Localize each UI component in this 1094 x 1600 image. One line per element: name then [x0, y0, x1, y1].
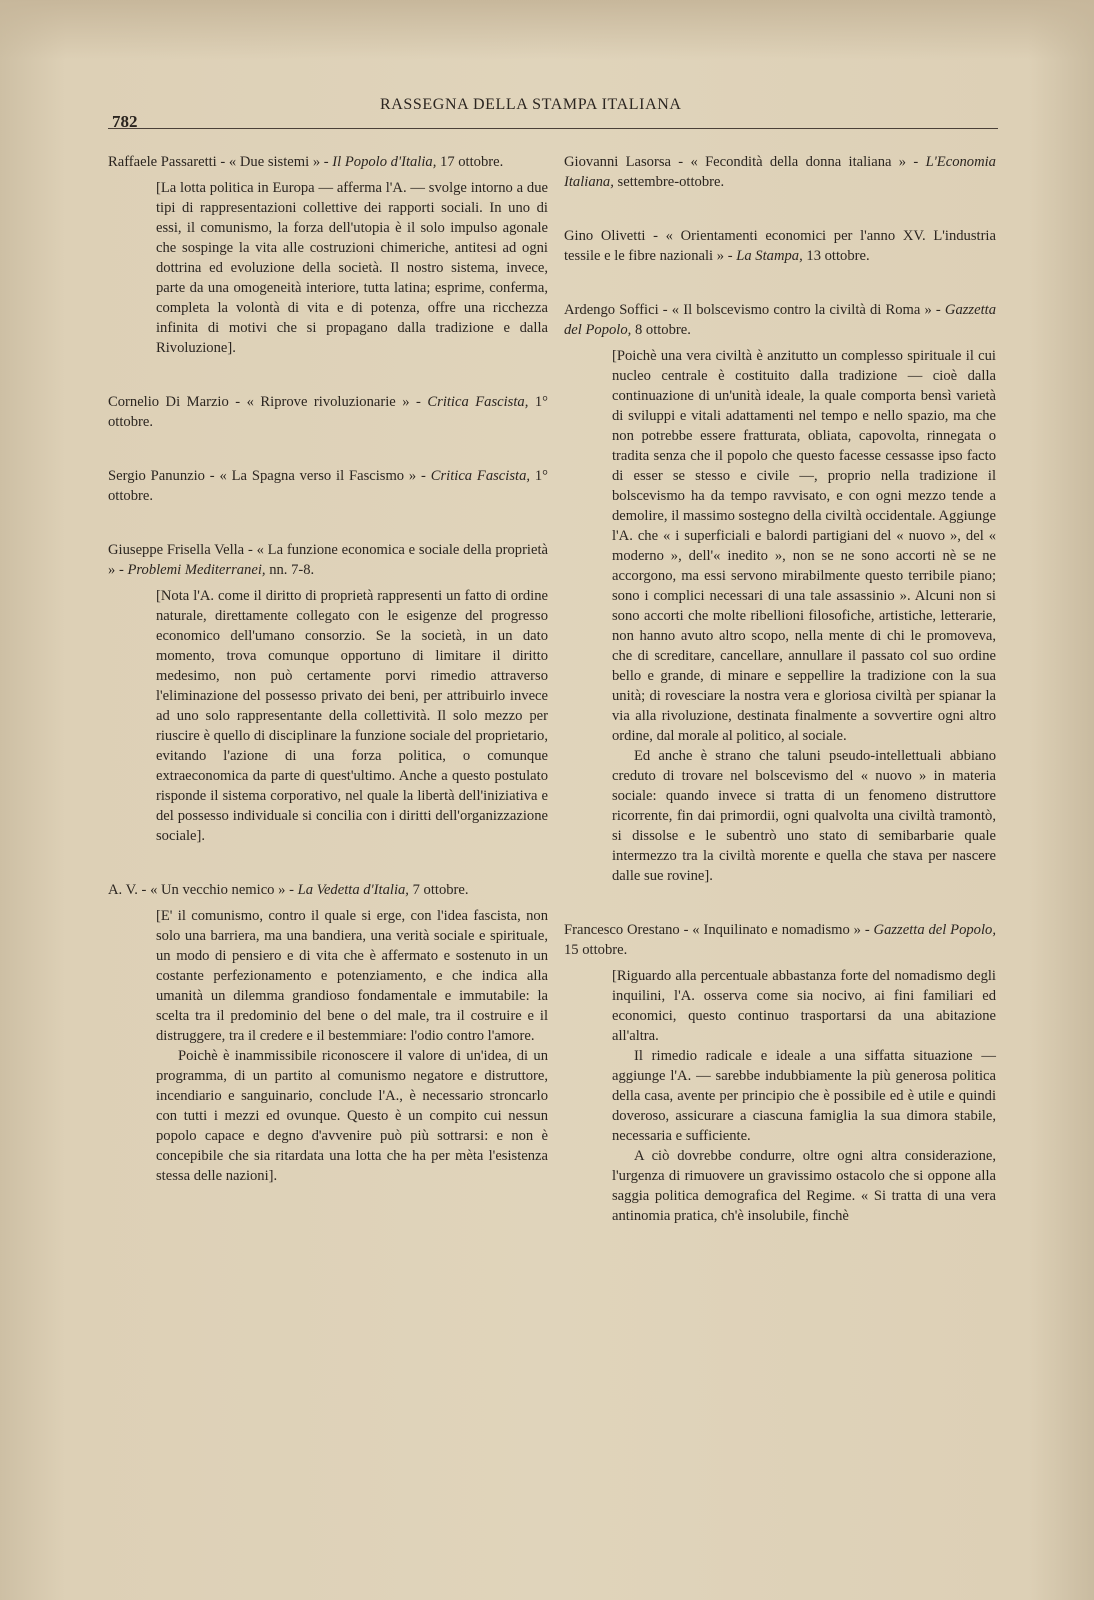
- article-title: « Un vecchio nemico »: [150, 882, 286, 898]
- article-author: Raffaele Passaretti: [108, 154, 217, 170]
- publication-date: 17 ottobre.: [440, 154, 504, 170]
- summary-paragraph: [Poichè una vera civiltà è anzitutto un complesso spirituale il cui nucleo centrale è costituito dalla tradizione — cioè dalla continuazione di un'unità ideale, la quale comporta bensì varietà di sviluppi e vitali adattamenti nel tempo e nello spazio, ma che non potrebbe essere fratturata, obliata, capovolta, rinnegata o tradita senza che il popolo che questo facesse cessasse ipso facto di esser se stesso e civile —, proprio nella tradizione il bolscevismo ha da tempo ravvisato, e con ogni mezzo tende a demolire, il massimo sostegno della civiltà occidentale. Aggiunge l'A. che « i superficiali e balordi partigiani del « nuovo », del « moderno », dell'« inedito », non se ne sono accorti nè se ne accorgono, ma essi servono mirabilmente questo terribile piano; sono i complici necessari di una tale assassinio ». Alcuni non si sono accorti che molte ribellioni filosofiche, artistiche, letterarie, non hanno avuto altro scopo, nella mente di chi le promoveva, che di screditare, cancellare, annullare il passato col suo ordine bello e grande, di minare e seppellire la tradizione con la sua unità; di rovesciare la nostra vera e gloriosa civiltà per spianar la via alla rivoluzione, destinata finalmente a sovvertire ogni altro ordine, dal morale al politico, al sociale.: [612, 348, 996, 744]
- article-title: « Due sistemi »: [228, 154, 321, 170]
- page-edge-shadow: [0, 0, 1094, 60]
- citation: Cornelio Di Marzio - « Riprove rivoluzionarie » - Critica Fascista, 1° ottobre.: [108, 394, 548, 430]
- publication-date: settembre-ottobre.: [617, 174, 725, 190]
- article-author: Giuseppe Frisella Vella: [108, 542, 245, 558]
- publication-date: 7 ottobre.: [412, 882, 469, 898]
- page-number: 782: [112, 112, 138, 131]
- left-column: [108, 152, 548, 1220]
- bibliography-entry: [108, 880, 548, 1186]
- article-summary: [612, 966, 996, 1226]
- running-title: RASSEGNA DELLA STAMPA ITALIANA: [380, 96, 682, 113]
- publication-name: Critica Fascista,: [430, 468, 531, 484]
- bibliography-entry: [564, 300, 996, 886]
- citation: Francesco Orestano - « Inquilinato e nomadismo » - Gazzetta del Popolo, 15 ottobre.: [564, 922, 996, 958]
- citation: Ardengo Soffici - « Il bolscevismo contro la civiltà di Roma » - Gazzetta del Popolo, 8 ottobre.: [564, 302, 996, 338]
- article-author: Sergio Panunzio: [108, 468, 205, 484]
- publication-date: 1° ottobre.: [108, 394, 548, 430]
- publication-date: 8 ottobre.: [634, 322, 691, 338]
- bibliography-entry: [564, 920, 996, 1226]
- article-title: « Inquilinato e nomadismo »: [692, 922, 861, 938]
- article-title: « La funzione economica e sociale della proprietà »: [108, 542, 548, 578]
- citation: A. V. - « Un vecchio nemico » - La Vedetta d'Italia, 7 ottobre.: [108, 882, 469, 898]
- publication-date: 13 ottobre.: [806, 248, 870, 264]
- right-column: [564, 152, 996, 1260]
- bibliography-entry: [564, 226, 996, 266]
- summary-paragraph: Ed anche è strano che taluni pseudo-intellettuali abbiano creduto di trovare nel bolscevismo del « nuovo » in materia sociale: quando invece si tratta di un fenomeno distruttore ricorrente, fin dai primordii, ogni qualvolta una civiltà tramontò, si dissolse e le subentrò uno stato di semibarbarie quale intermezzo tra la civiltà morente e quella che stava per nascere dalle sue rovine].: [612, 748, 996, 884]
- article-title: « Il bolscevismo contro la civiltà di Roma »: [671, 302, 932, 318]
- publication-name: Problemi Mediterranei,: [127, 562, 266, 578]
- article-title: « Orientamenti economici per l'anno XV. L'industria tessile e le fibre nazionali »: [564, 228, 996, 264]
- publication-name: La Stampa,: [736, 248, 803, 264]
- citation: Giovanni Lasorsa - « Fecondità della donna italiana » - L'Economia Italiana, settembre-ottobre.: [564, 154, 996, 190]
- summary-paragraph: Poichè è inammissibile riconoscere il valore di un'idea, di un programma, di un partito al comunismo negatore e distruttore, incendiario e sanguinario, conclude l'A., è necessario stroncarlo con tutti i mezzi ed ovunque. Questo è un compito cui nessun popolo capace e degno d'avvenire può più sottrarsi: e non è concepibile che sia ritardata una lotta che ha per mèta l'esistenza stessa delle nazioni].: [156, 1048, 548, 1184]
- bibliography-entry: [564, 152, 996, 192]
- article-author: Giovanni Lasorsa: [564, 154, 671, 170]
- publication-date: 15 ottobre.: [564, 942, 628, 958]
- citation: Sergio Panunzio - « La Spagna verso il Fascismo » - Critica Fascista, 1° ottobre.: [108, 468, 548, 504]
- bibliography-entry: [108, 540, 548, 846]
- summary-paragraph: [Nota l'A. come il diritto di proprietà rappresenti un fatto di ordine naturale, direttamente collegato con le esigenze del progresso economico dell'umano consorzio. Se la società, in un dato momento, trova comunque opportuno di limitare il diritto medesimo, non può certamente porvi rimedio attraverso l'eliminazione del possesso privato dei beni, per attribuirlo invece ad uno solo rappresentante della collettività. Il solo mezzo per riuscire è quello di disciplinare la funzione sociale del proprietario, evitando l'azione di una forza politica, o comunque extraeconomica da parte di quest'ultimo. Anche a questo postulato risponde il sistema corporativo, nel quale la libertà dell'iniziativa e del possesso individuale si concilia con i diritti dell'organizzazione sociale].: [156, 588, 548, 844]
- publication-name: Critica Fascista,: [427, 394, 529, 410]
- article-author: Gino Olivetti: [564, 228, 646, 244]
- article-summary: [156, 178, 548, 358]
- citation: Raffaele Passaretti - « Due sistemi » - Il Popolo d'Italia, 17 ottobre.: [108, 154, 504, 170]
- publication-date: nn. 7-8.: [269, 562, 315, 578]
- article-summary: [156, 906, 548, 1186]
- publication-name: Gazzetta del Popolo,: [564, 302, 996, 338]
- publication-name: L'Economia Italiana,: [564, 154, 996, 190]
- bibliography-entry: [108, 152, 548, 358]
- article-author: A. V.: [108, 882, 138, 898]
- article-summary: [156, 586, 548, 846]
- publication-name: La Vedetta d'Italia,: [297, 882, 409, 898]
- article-title: « La Spagna verso il Fascismo »: [219, 468, 417, 484]
- summary-paragraph: [La lotta politica in Europa — afferma l'A. — svolge intorno a due tipi di rappresentazioni collettive dei rapporti sociali. In uno di essi, il comunismo, la forza dell'utopia è il solo impulso agonale che sospinge la vita alle costruzioni chimeriche, antitesi ad ogni dottrina ed evoluzione della società. Il nostro sistema, invece, parte da una omogeneità interiore, tutta latina; esprime, conferma, completa la volontà di vita e di potenza, offre una ricchezza infinita di motivi che si propagano dalla tradizione e dalla Rivoluzione].: [156, 180, 548, 356]
- publication-name: Il Popolo d'Italia,: [332, 154, 437, 170]
- header-rule: [108, 128, 998, 129]
- summary-paragraph: A ciò dovrebbe condurre, oltre ogni altra considerazione, l'urgenza di rimuovere un gravissimo ostacolo che si oppone alla saggia politica demografica del Regime. « Si tratta di una vera antinomia pratica, ch'è insolubile, finchè: [612, 1148, 996, 1224]
- article-author: Cornelio Di Marzio: [108, 394, 229, 410]
- publication-date: 1° ottobre.: [108, 468, 548, 504]
- bibliography-entry: [108, 392, 548, 432]
- citation: Giuseppe Frisella Vella - « La funzione economica e sociale della proprietà » - Problemi Mediterranei, nn. 7-8.: [108, 542, 548, 578]
- article-author: Francesco Orestano: [564, 922, 680, 938]
- publication-name: Gazzetta del Popolo,: [873, 922, 996, 938]
- page-header: [108, 96, 998, 130]
- article-title: « Fecondità della donna italiana »: [690, 154, 907, 170]
- article-author: Ardengo Soffici: [564, 302, 659, 318]
- article-summary: [612, 346, 996, 886]
- article-title: « Riprove rivoluzionarie »: [246, 394, 410, 410]
- summary-paragraph: Il rimedio radicale e ideale a una siffatta situazione — aggiunge l'A. — sarebbe indubbiamente la più generosa politica della casa, avente per principio che è possibile ed è utile e quindi doveroso, assicurare a ciascuna famiglia la sua dimora stabile, necessaria e sufficiente.: [612, 1048, 996, 1144]
- summary-paragraph: [E' il comunismo, contro il quale si erge, con l'idea fascista, non solo una barriera, ma una bandiera, una verità sociale e spirituale, un modo di pensiero e di vita che è affermato e sostenuto in un costante perfezionamento e potenziamento, e che indica alla umanità un dilemma grandioso fondamentale e immutabile: la scelta tra il predominio del bene o del male, tra il costruire e il distruggere, tra il credere e il bestemmiare: l'odio contro l'amore.: [156, 908, 548, 1044]
- citation: Gino Olivetti - « Orientamenti economici per l'anno XV. L'industria tessile e le fibre nazionali » - La Stampa, 13 ottobre.: [564, 228, 996, 264]
- bibliography-entry: [108, 466, 548, 506]
- summary-paragraph: [Riguardo alla percentuale abbastanza forte del nomadismo degli inquilini, l'A. osserva come sia nocivo, ai fini familiari ed economici, questo continuo trasportarsi da una abitazione all'altra.: [612, 968, 996, 1044]
